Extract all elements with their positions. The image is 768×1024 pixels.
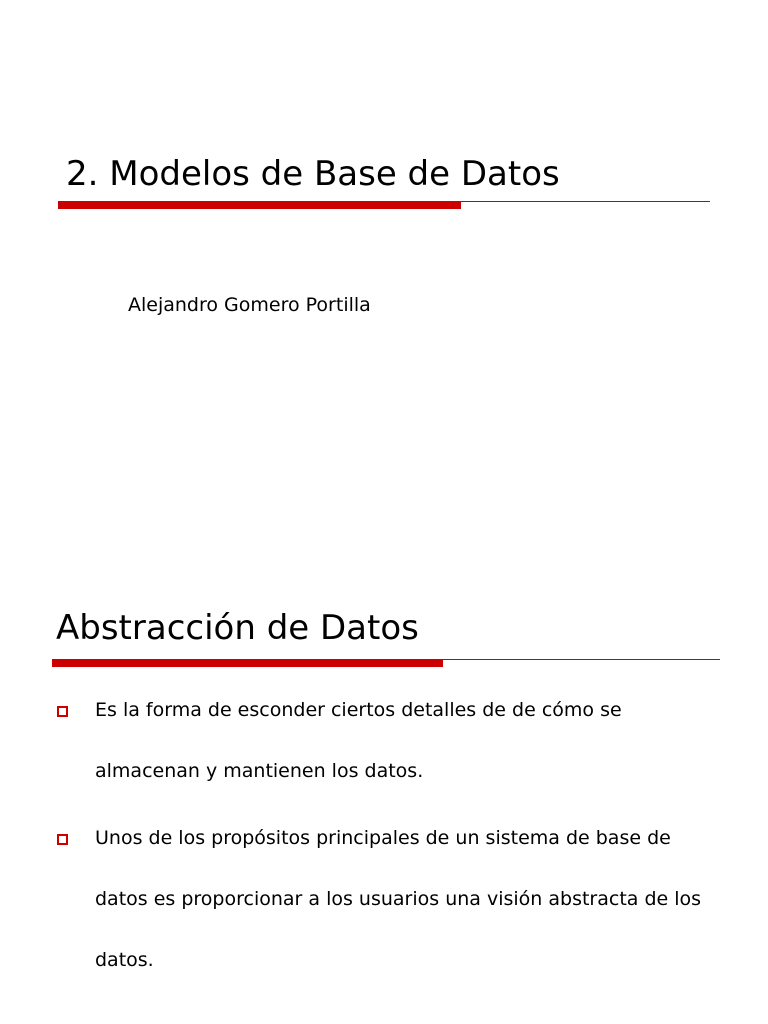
square-bullet-icon	[57, 706, 68, 717]
slide-title: Abstracción de Datos	[56, 608, 419, 648]
bullet-text: Es la forma de esconder ciertos detalles de de cómo se almacenan y mantienen los datos.	[95, 699, 622, 782]
bullet-text: Unos de los propósitos principales de un sistema de base de datos es proporcionar a los usuarios una visión abstracta de los datos.	[95, 827, 702, 971]
content-slide	[0, 512, 768, 1024]
author-name: Alejandro Gomero Portilla	[128, 294, 371, 316]
title-underline-thin	[443, 659, 720, 660]
slide-title: 2. Modelos de Base de Datos	[66, 154, 560, 194]
square-bullet-icon	[57, 834, 68, 845]
title-underline-thick	[52, 659, 443, 667]
title-underline-thick	[58, 201, 461, 209]
title-underline-thin	[461, 201, 710, 202]
